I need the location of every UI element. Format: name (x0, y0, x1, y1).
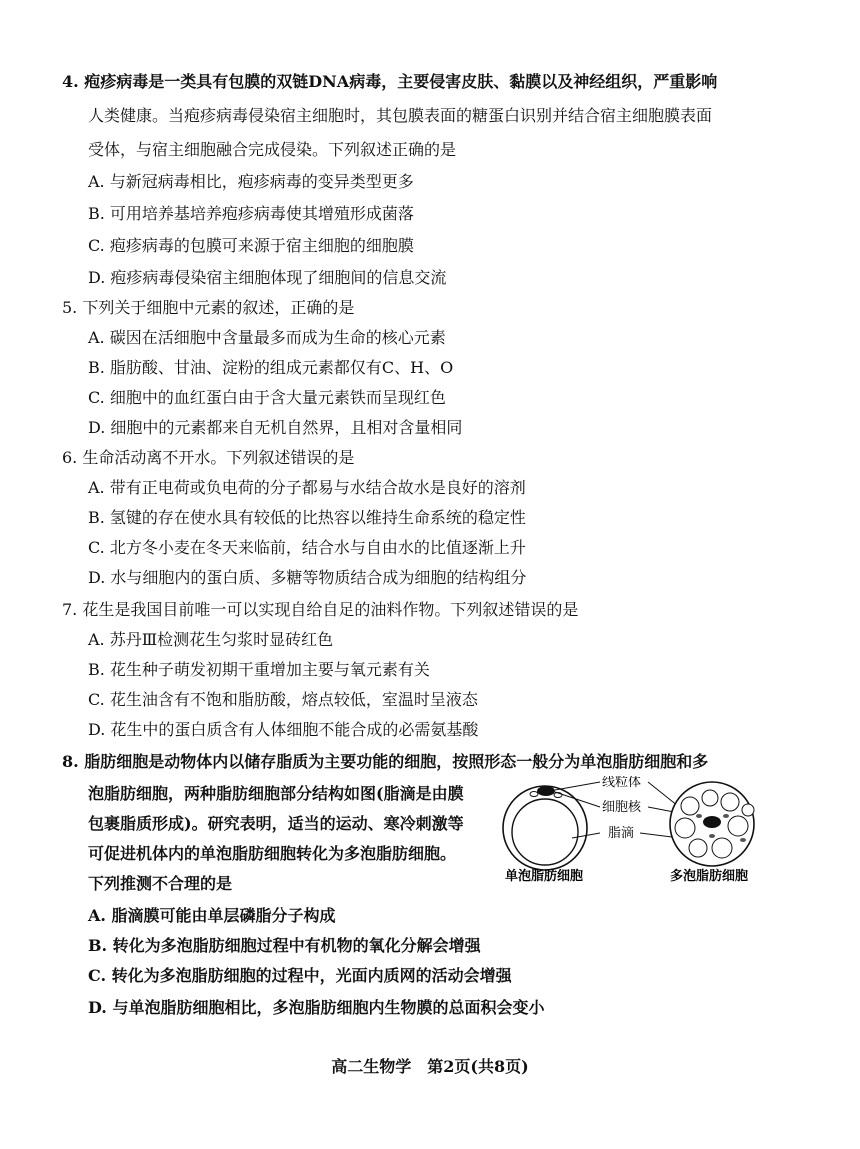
q7-option-d: D. 花生中的蛋白质含有人体细胞不能合成的必需氨基酸 (88, 720, 479, 739)
caption-multilocular: 多泡脂肪细胞 (670, 869, 749, 884)
page-footer: 高二生物学 第2页(共8页) (331, 1057, 529, 1076)
q5-option-c: C. 细胞中的血红蛋白由于含大量元素铁而呈现红色 (88, 388, 446, 407)
q5-option-d: D. 细胞中的元素都来自无机自然界，且相对含量相同 (88, 418, 463, 437)
q6-option-b: B. 氢键的存在使水具有较低的比热容以维持生命系统的稳定性 (88, 508, 526, 527)
q4-stem-line-2: 人类健康。当疱疹病毒侵染宿主细胞时，其包膜表面的糖蛋白识别并结合宿主细胞膜表面 (88, 106, 713, 125)
q8-stem-line-1: 8. 脂肪细胞是动物体内以储存脂质为主要功能的细胞，按照形态一般分为单泡脂肪细胞和多 (62, 752, 709, 771)
q7-stem: 7. 花生是我国目前唯一可以实现自给自足的油料作物。下列叙述错误的是 (62, 600, 579, 619)
q8-option-d: D. 与单泡脂肪细胞相比，多泡脂肪细胞内生物膜的总面积会变小 (88, 998, 545, 1017)
q4-stem-line-1: 4. 疱疹病毒是一类具有包膜的双链DNA病毒，主要侵害皮肤、黏膜以及神经组织，严重影响 (62, 72, 718, 91)
q8-stem-line-4: 可促进机体内的单泡脂肪细胞转化为多泡脂肪细胞。 (88, 844, 457, 863)
q6-stem: 6. 生命活动离不开水。下列叙述错误的是 (62, 448, 355, 467)
q8-stem-line-2: 泡脂肪细胞，两种脂肪细胞部分结构如图(脂滴是由膜 (88, 784, 464, 803)
q7-option-c: C. 花生油含有不饱和脂肪酸，熔点较低，室温时呈液态 (88, 690, 478, 709)
q4-stem-line-3: 受体，与宿主细胞融合完成侵染。下列叙述正确的是 (88, 140, 457, 159)
q6-option-a: A. 带有正电荷或负电荷的分子都易与水结合故水是良好的溶剂 (88, 478, 526, 497)
q8-stem-line-3: 包裹脂质形成)。研究表明，适当的运动、寒冷刺激等 (88, 814, 464, 833)
q6-option-c: C. 北方冬小麦在冬天来临前，结合水与自由水的比值逐渐上升 (88, 538, 526, 557)
q8-option-c: C. 转化为多泡脂肪细胞的过程中，光面内质网的活动会增强 (88, 966, 512, 985)
q8-option-b: B. 转化为多泡脂肪细胞过程中有机物的氧化分解会增强 (88, 936, 481, 955)
q6-option-d: D. 水与细胞内的蛋白质、多糖等物质结合成为细胞的结构组分 (88, 568, 527, 587)
q8-option-a: A. 脂滴膜可能由单层磷脂分子构成 (88, 906, 336, 925)
q7-option-b: B. 花生种子萌发初期干重增加主要与氧元素有关 (88, 660, 430, 679)
leader-mito (555, 782, 600, 790)
label-nucleus: 细胞核 (602, 800, 642, 815)
q4-option-a: A. 与新冠病毒相比，疱疹病毒的变异类型更多 (88, 172, 414, 191)
q4-option-d: D. 疱疹病毒侵染宿主细胞体现了细胞间的信息交流 (88, 268, 447, 287)
nucleus-shape (537, 786, 555, 796)
q5-option-a: A. 碳因在活细胞中含量最多而成为生命的核心元素 (88, 328, 446, 347)
q5-stem: 5. 下列关于细胞中元素的叙述，正确的是 (62, 298, 355, 317)
q5-option-b: B. 脂肪酸、甘油、淀粉的组成元素都仅有C、H、O (88, 358, 454, 377)
mitochondrion-shape (530, 792, 538, 797)
multilocular-fat-cell (670, 782, 754, 866)
caption-unilocular: 单泡脂肪细胞 (505, 869, 584, 884)
q4-option-c: C. 疱疹病毒的包膜可来源于宿主细胞的细胞膜 (88, 236, 414, 255)
q8-stem-line-5: 下列推测不合理的是 (88, 874, 233, 893)
label-lipid-droplet: 脂滴 (608, 826, 635, 841)
q4-option-b: B. 可用培养基培养疱疹病毒使其增殖形成菌落 (88, 204, 414, 223)
q7-option-a: A. 苏丹Ⅲ检测花生匀浆时显砖红色 (88, 630, 334, 649)
fat-cell-figure (500, 776, 770, 886)
label-mitochondria: 线粒体 (602, 776, 642, 790)
